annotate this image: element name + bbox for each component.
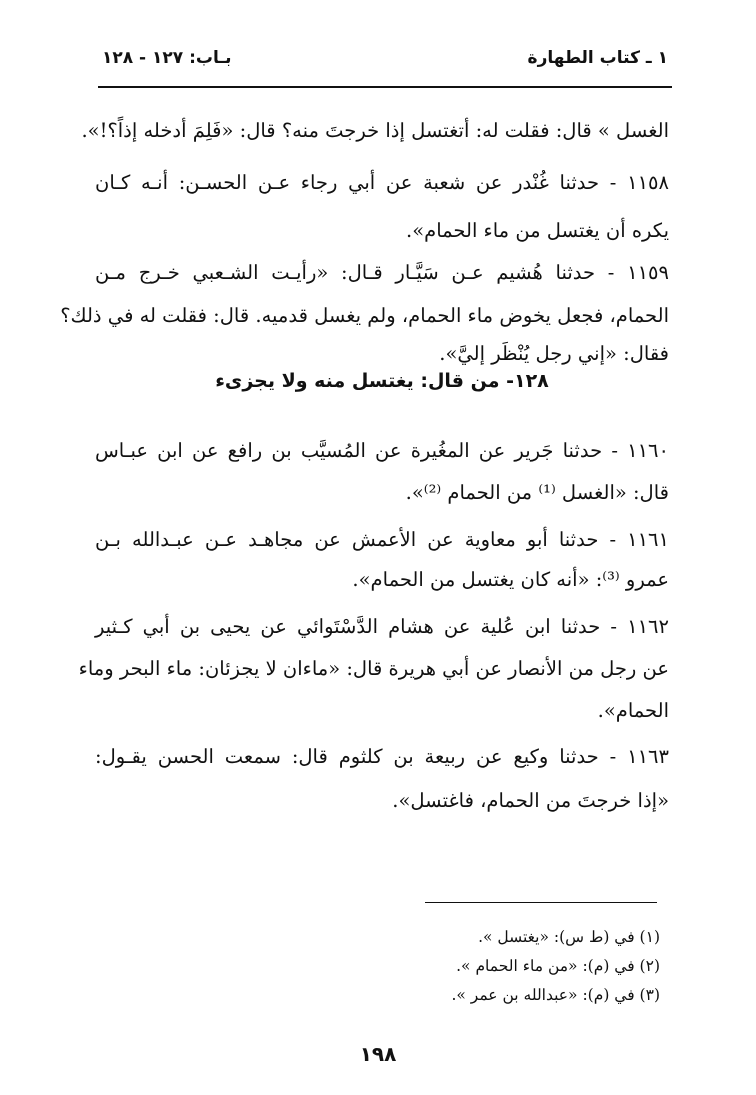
text-line: قال: «الغسل ⁽¹⁾ من الحمام ⁽²⁾». bbox=[405, 481, 669, 504]
text-line: ١١٥٩ - حدثنا هُشيم عـن سَيَّـار قـال: «رأيـت الشـعبي خـرج مـن bbox=[95, 261, 669, 284]
footnote-rule bbox=[425, 902, 657, 903]
text-line: الحمام». bbox=[597, 699, 669, 722]
text-line: عمرو ⁽³⁾: «أنه كان يغتسل من الحمام». bbox=[352, 568, 669, 591]
text-line: الحمام، فجعل يخوض ماء الحمام، ولم يغسل قدميه. قال: فقلت له في ذلك؟ bbox=[60, 304, 669, 327]
text-line: يكره أن يغتسل من ماء الحمام». bbox=[406, 219, 669, 242]
text-line: ١١٦٢ - حدثنا ابن عُلية عن هشام الدَّسْتَوائي عن يحيى بن أبي كـثير bbox=[95, 615, 669, 638]
text-line: عن رجل من الأنصار عن أبي هريرة قال: «ماءان لا يجزئان: ماء البحر وماء bbox=[78, 657, 669, 680]
text-line: ١١٦٠ - حدثنا جَرير عن المغُيرة عن المُسيَّب بن رافع عن ابن عبـاس bbox=[95, 439, 669, 462]
footnote: (١) في (ط س): «يغتسل ». bbox=[478, 928, 660, 946]
running-header-chapter: ١ ـ كتاب الطهارة bbox=[527, 48, 668, 68]
text-line: الغسل » قال: فقلت له: أتغتسل إذا خرجتَ منه؟ قال: «فَلِمَ أدخله إذاً؟!». bbox=[81, 119, 669, 142]
page-number: ١٩٨ bbox=[359, 1042, 397, 1066]
running-header-section: بـاب: ١٢٧ - ١٢٨ bbox=[102, 48, 232, 68]
text-line: ١١٦١ - حدثنا أبو معاوية عن الأعمش عن مجاهـد عـن عبـدالله بـن bbox=[95, 528, 669, 551]
header-rule bbox=[98, 86, 672, 88]
text-line: ١١٥٨ - حدثنا غُنْدر عن شعبة عن أبي رجاء عـن الحسـن: أنـه كـان bbox=[95, 171, 669, 194]
footnote: (٣) في (م): «عبدالله بن عمر ». bbox=[451, 986, 660, 1004]
text-line: «إذا خرجتَ من الحمام، فاغتسل». bbox=[392, 789, 669, 812]
text-line: فقال: «إني رجل يُنْظَر إليَّ». bbox=[439, 342, 669, 365]
text-line: ١١٦٣ - حدثنا وكيع عن ربيعة بن كلثوم قال: سمعت الحسن يقـول: bbox=[95, 745, 669, 768]
footnote: (٢) في (م): «من ماء الحمام ». bbox=[456, 957, 660, 975]
section-heading: ١٢٨- من قال: يغتسل منه ولا يجزىء bbox=[215, 370, 549, 392]
